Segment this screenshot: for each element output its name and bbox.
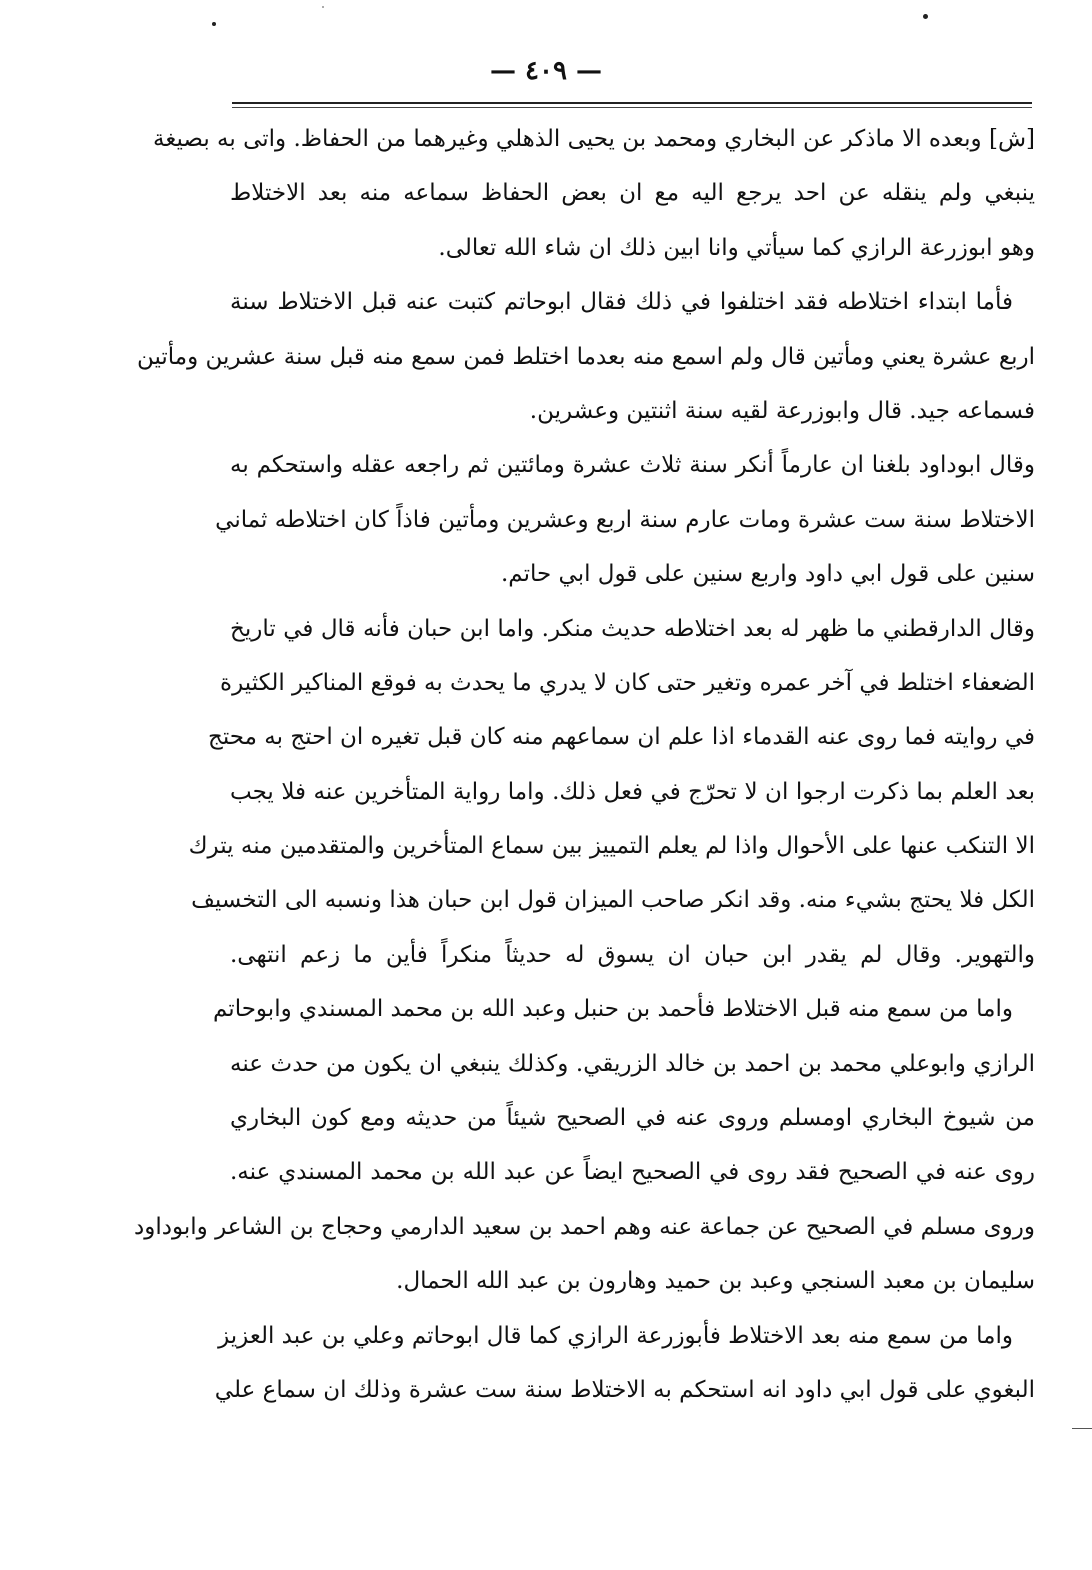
text-line: سنين على قول ابي داود واربع سنين على قول ابي حاتم.	[500, 561, 1035, 588]
ink-speck	[923, 14, 928, 19]
text-line: البغوي على قول ابي داود انه استحكم به الاختلاط سنة ست عشرة وذلك ان سماع علي	[214, 1376, 1035, 1403]
text-line: وهو ابوزرعة الرازي كما سيأتي وانا ابين ذلك ان شاء الله تعالى.	[438, 234, 1035, 261]
text-line: واما من سمع منه قبل الاختلاط فأحمد بن حنبل وعبد الله بن محمد المسندي وابوحاتم	[212, 996, 1013, 1023]
page-number: — ٤٠٩ —	[489, 56, 603, 86]
text-line: في روايته فما روى عنه القدماء اذا علم ان سماعهم منه كان قبل تغيره ان احتج به محتج	[208, 724, 1035, 751]
text-line: وقال ابوداود بلغنا ان عارماً أنكر سنة ثلاث عشرة ومائتين ثم راجعه عقله واستحكم به	[230, 452, 1035, 479]
text-line: واما من سمع منه بعد الاختلاط فأبوزرعة الرازي كما قال ابوحاتم وعلي بن عبد العزيز	[218, 1322, 1013, 1349]
text-line: الاختلاط سنة ست عشرة ومات عارم سنة اربع وعشرين ومأتين فاذاً كان اختلاطه ثماني	[215, 506, 1035, 533]
text-line: ينبغي ولم ينقله عن احد يرجع اليه مع ان بعض الحفاظ سماعه منه بعد الاختلاط	[230, 180, 1035, 207]
ink-speck	[322, 6, 324, 8]
text-line: من شيوخ البخاري اومسلم وروى عنه في الصحيح شيئاً من حديثه ومع كون البخاري	[230, 1105, 1035, 1132]
text-line: بعد العلم بما ذكرت ارجوا ان لا تحرّج في فعل ذلك. واما رواية المتأخرين عنه فلا يجب	[230, 778, 1035, 805]
ink-speck	[212, 22, 216, 26]
text-body	[134, 112, 1035, 1417]
text-line: الضعفاء اختلط في آخر عمره وتغير حتى كان لا يدري ما يحدث به فوقع المناكير الكثيرة	[220, 669, 1035, 696]
margin-mark	[1072, 1428, 1092, 1429]
text-line: اربع عشرة يعني ومأتين قال ولم اسمع منه بعدما اختلط فمن سمع منه قبل سنة عشرين ومأتين	[136, 343, 1035, 370]
header-rule	[232, 102, 1032, 104]
text-line: روى عنه في الصحيح فقد روى في الصحيح ايضاً عن عبد الله بن محمد المسندي عنه.	[230, 1159, 1035, 1186]
text-line: فأما ابتداء اختلاطه فقد اختلفوا في ذلك فقال ابوحاتم كتبت عنه قبل الاختلاط سنة	[230, 289, 1013, 316]
header-rule-thin	[232, 107, 1032, 108]
text-line: وروى مسلم في الصحيح عن جماعة عنه وهم احمد بن سعيد الدارمي وحجاج بن الشاعر وابوداود	[134, 1213, 1035, 1240]
text-line: وقال الدارقطني ما ظهر له بعد اختلاطه حديث منكر. واما ابن حبان فأنه قال في تاريخ	[230, 615, 1035, 642]
text-line: الا التنكب عنها على الأحوال واذا لم يعلم التمييز بين سماع المتأخرين والمتقدمين منه يترك	[188, 833, 1035, 860]
text-line: والتهوير. وقال لم يقدر ابن حبان ان يسوق له حديثاً منكراً فأين ما زعم انتهى.	[230, 941, 1035, 968]
text-line: الكل فلا يحتج بشيء منه. وقد انكر صاحب الميزان قول ابن حبان هذا ونسبه الى التخسيف	[191, 887, 1035, 914]
text-line: [ش] وبعده الا ماذكر عن البخاري ومحمد بن يحيى الذهلي وغيرهما من الحفاظ. واتى به بصيغة	[153, 126, 1035, 152]
text-line: الرازي وابوعلي محمد بن احمد بن خالد الزريقي. وكذلك ينبغي ان يكون من حدث عنه	[230, 1050, 1035, 1077]
text-line: فسماعه جيد. قال وابوزرعة لقيه سنة اثنتين وعشرين.	[529, 397, 1035, 424]
text-line: سليمان بن معبد السنجي وعبد بن حميد وهارون بن عبد الله الحمال.	[396, 1268, 1035, 1295]
